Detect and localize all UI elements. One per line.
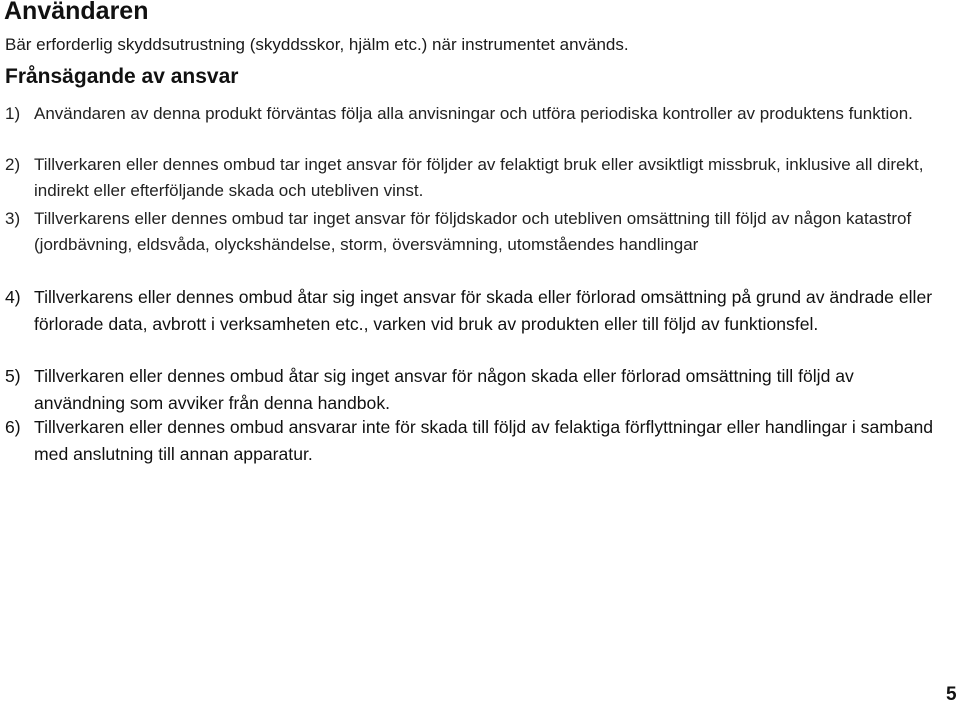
item-text: Tillverkarens eller dennes ombud åtar sig inget ansvar för skada eller förlorad omsättning på grund av ändrade eller förlorade data, avbrott i verksamheten etc., varken vid bruk av produkten eller till följd av funktionsfel. <box>34 287 933 334</box>
list-item <box>5 414 935 467</box>
list-item <box>5 206 935 258</box>
item-number: 6) <box>5 417 21 437</box>
item-text: Tillverkaren eller dennes ombud tar inget ansvar för följder av felaktigt bruk eller avsiktligt missbruk, inklusive all direkt, indirekt eller efterföljande skada och utebliven vinst. <box>34 155 924 200</box>
item-text: Användaren av denna produkt förväntas följa alla anvisningar och utföra periodiska kontroller av produktens funktion. <box>34 104 913 123</box>
item-number: 5) <box>5 366 21 386</box>
item-number: 3) <box>5 209 21 228</box>
item-text: Tillverkarens eller dennes ombud tar inget ansvar för följdskador och utebliven omsättning till följd av någon katastrof (jordbävning, eldsvåda, olyckshändelse, storm, översvämning, utomståendes handlingar <box>34 209 912 254</box>
item-number: 1) <box>5 104 21 123</box>
item-text: Tillverkaren eller dennes ombud åtar sig inget ansvar för någon skada eller förlorad omsättning till följd av användning som avviker från denna handbok. <box>34 366 854 413</box>
list-item <box>5 284 935 337</box>
list-item <box>5 152 935 204</box>
disclaimer-heading: Frånsägande av ansvar <box>5 65 239 88</box>
list-item <box>5 101 935 127</box>
item-number: 2) <box>5 155 21 174</box>
list-item <box>5 363 935 416</box>
page-number: 5 <box>946 684 957 705</box>
page-title: Användaren <box>4 0 149 25</box>
item-number: 4) <box>5 287 21 307</box>
intro-text: Bär erforderlig skyddsutrustning (skyddsskor, hjälm etc.) när instrumentet används. <box>5 35 629 54</box>
item-text: Tillverkaren eller dennes ombud ansvarar inte för skada till följd av felaktiga förflyttningar eller handlingar i samband med anslutning till annan apparatur. <box>34 417 934 464</box>
